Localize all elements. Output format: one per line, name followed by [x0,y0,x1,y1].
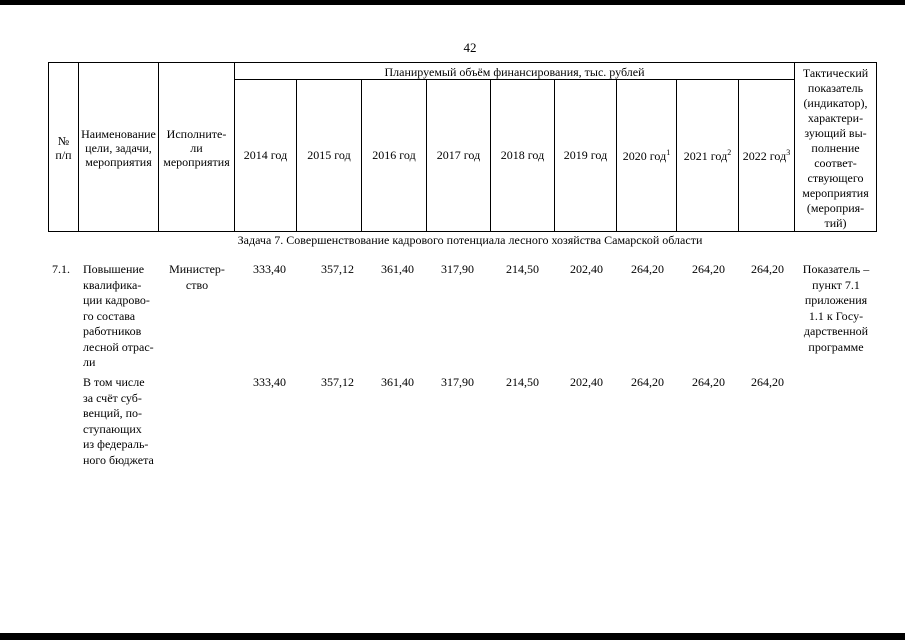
year-2016: 2016 год [372,148,416,162]
year-2020: 2020 год$^1$ [622,148,671,163]
value-2022: 264,20 [751,375,784,389]
value-2017: 317,90 [441,375,474,389]
value-2016: 361,40 [381,375,414,389]
value-2016: 361,40 [381,262,414,276]
value-2014: 333,40 [253,262,286,276]
footnote-mark: 3 [786,148,791,157]
year-2017: 2017 год [436,148,481,162]
row-number: 7.1. [52,262,70,276]
year-2018: 2018 год [500,148,545,162]
value-2019: 202,40 [570,262,603,276]
header-col-indicator: Тактический показатель (индикатор), характери- зующий вы- полнение соответ- ствующего мероприятия (мероприя- тий) [802,66,869,230]
year-2022: 2022 год$^3$ [742,148,791,163]
row-name: В том числе за счёт суб- венций, по- ступающих из федераль- ного бюджета [83,375,154,467]
value-2015: 357,12 [321,375,354,389]
value-2019: 202,40 [570,375,603,389]
row-executor: Министер- ство [169,262,225,292]
value-2020: 264,20 [631,262,664,276]
year-2021: 2021 год$^2$ [683,148,732,163]
year-2015: 2015 год [307,148,351,162]
value-2014: 333,40 [253,375,286,389]
footnote-mark: 1 [666,148,671,157]
year-2014: 2014 год [243,148,288,162]
value-2015: 357,12 [321,262,354,276]
row-name: Повышение квалифика- ции кадрово- го состава работников лесной отрас- ли [83,262,154,369]
value-2017: 317,90 [441,262,474,276]
row-indicator: Показатель – пункт 7.1 приложения 1.1 к Госу- дарственной программе [802,262,870,354]
header-financing-title: Планируемый объём финансирования, тыс. рублей [384,65,645,79]
value-2018: 214,50 [506,375,539,389]
header-col-executor: Исполните- ли мероприятия [163,127,230,169]
page-number: 42 [463,40,477,55]
footnote-mark: 2 [727,148,732,157]
value-2021: 264,20 [692,262,725,276]
value-2022: 264,20 [751,262,784,276]
value-2020: 264,20 [631,375,664,389]
task-title: Задача 7. Совершенствование кадрового потенциала лесного хозяйства Самарской области [237,233,703,247]
year-2019: 2019 год [563,148,608,162]
header-col-name: Наименование цели, задачи, мероприятия [81,127,156,169]
value-2018: 214,50 [506,262,539,276]
header-col-number: № п/п [55,134,72,162]
value-2021: 264,20 [692,375,725,389]
